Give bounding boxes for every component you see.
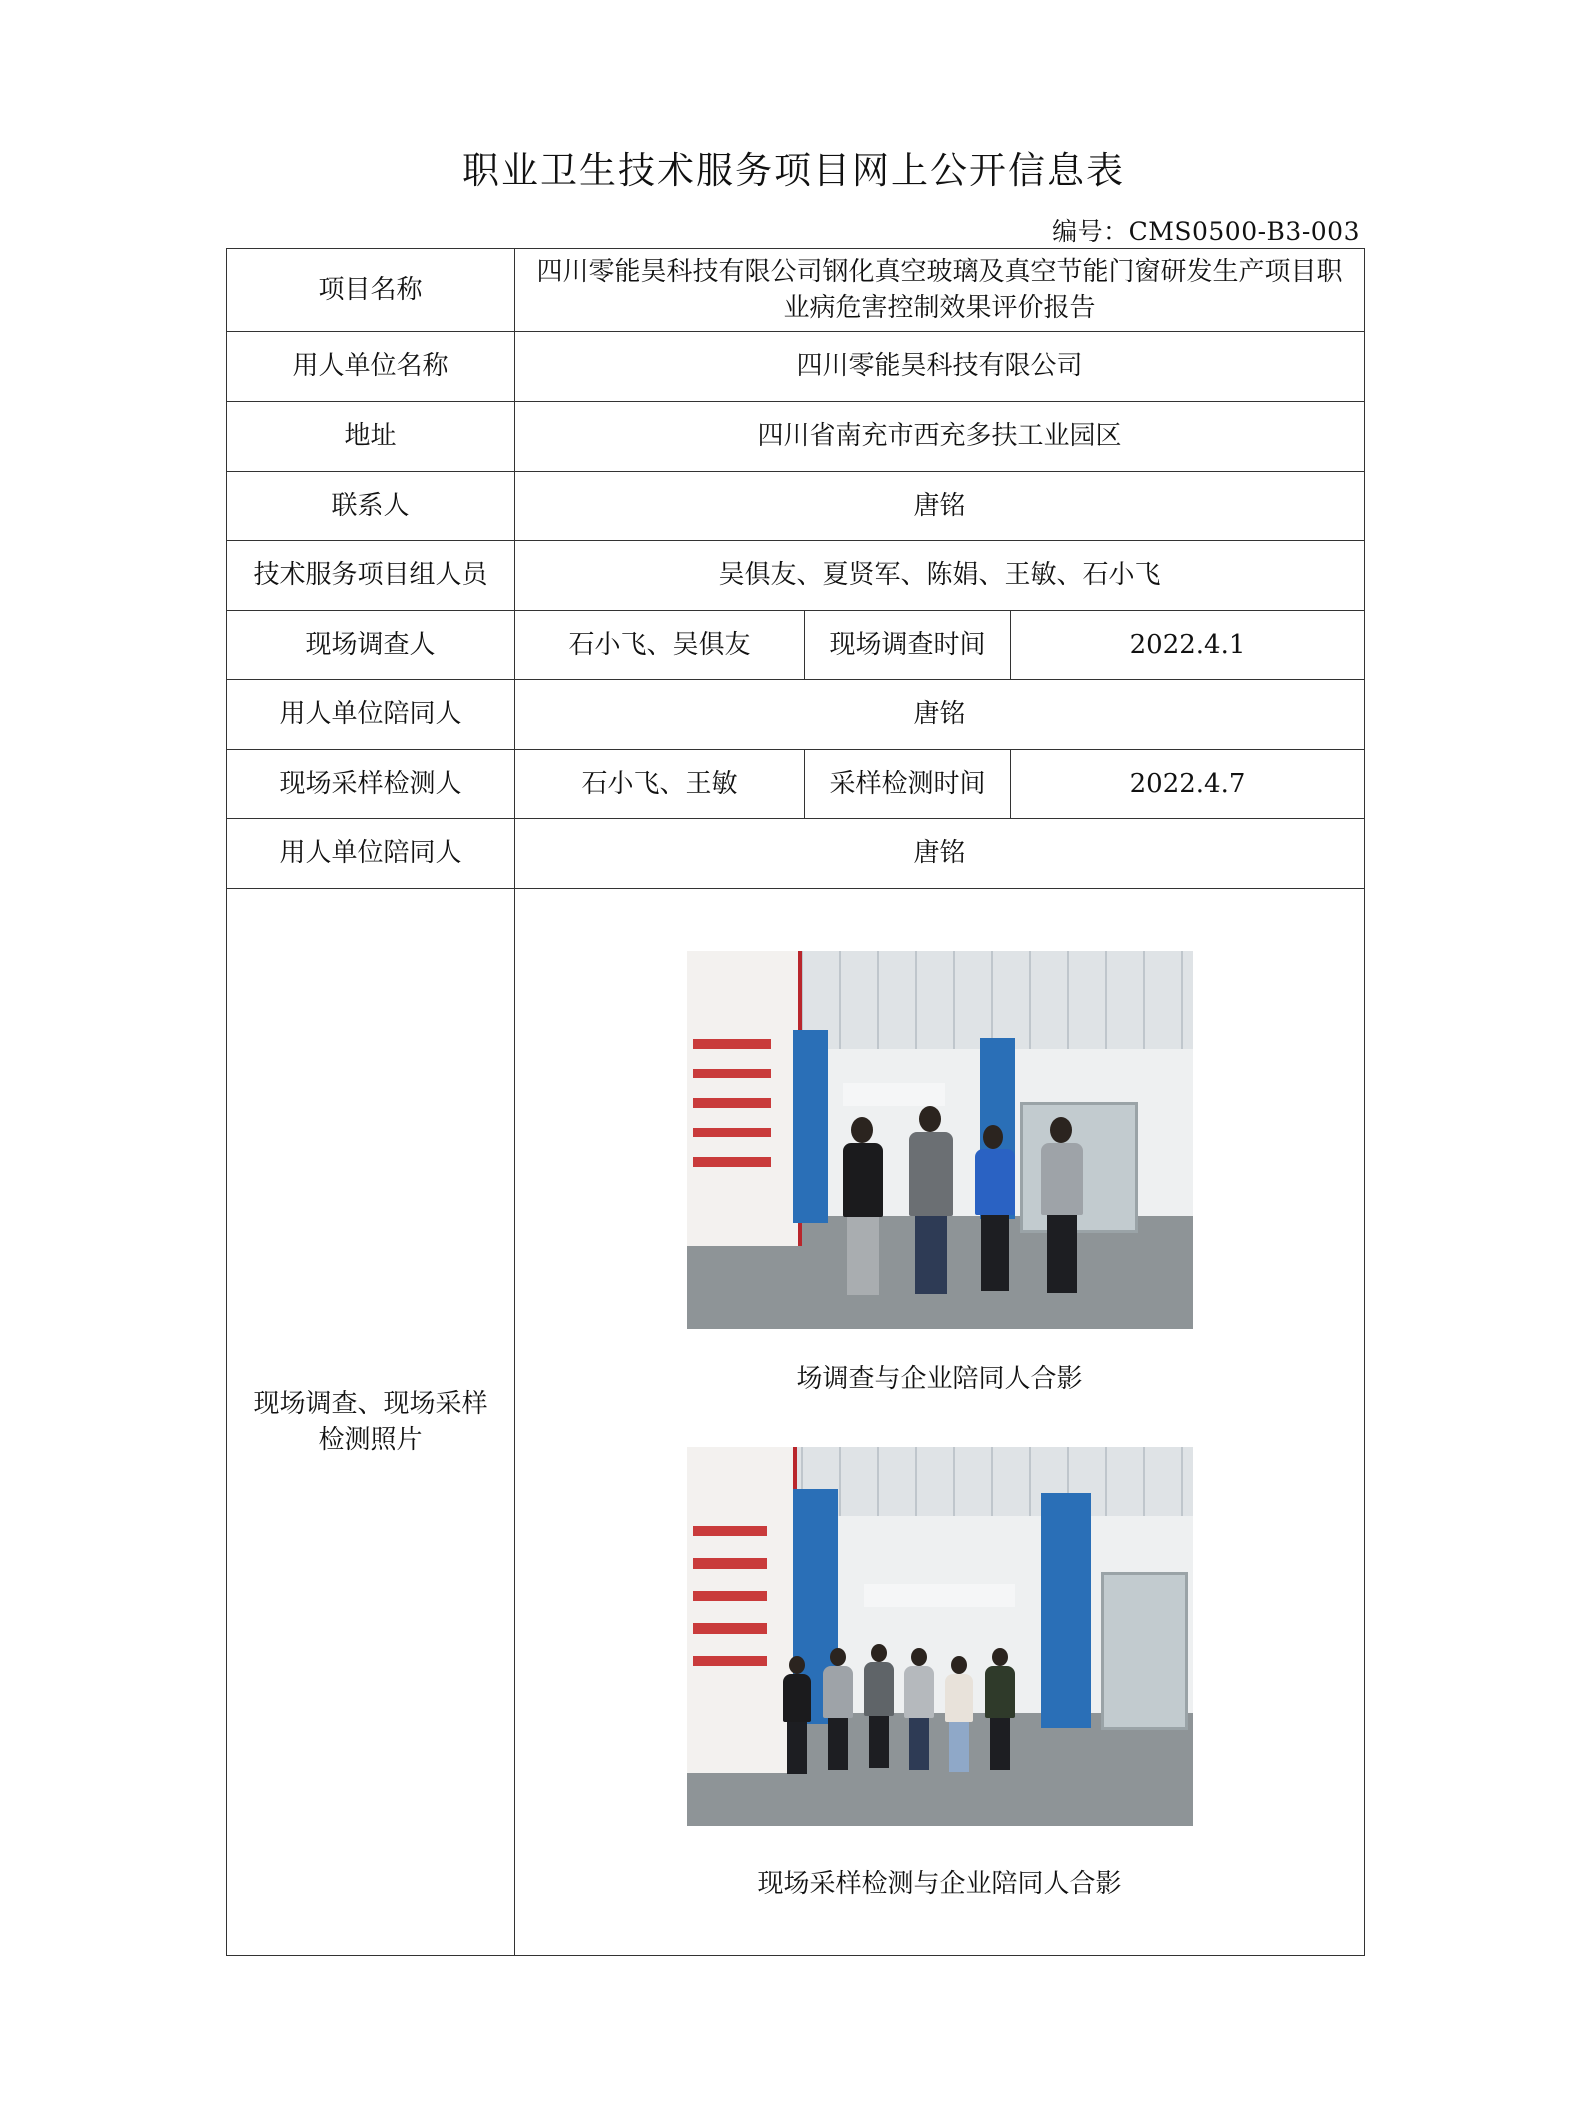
row-survey: [227, 611, 1365, 680]
row-accompany-1: [227, 680, 1365, 750]
row-sampling: [227, 750, 1365, 819]
survey-time-value: 2022.4.1: [1011, 611, 1365, 680]
team-value: 吴俱友、夏贤军、陈娟、王敏、石小飞: [515, 541, 1365, 611]
row-accompany-2: [227, 819, 1365, 889]
project-name-label: 项目名称: [227, 249, 515, 332]
survey-person-value: 石小飞、吴俱友: [515, 611, 805, 680]
accompany-1-label: 用人单位陪同人: [227, 680, 515, 750]
photo-sampling: [687, 1447, 1193, 1826]
accompany-2-value: 唐铭: [515, 819, 1365, 889]
accompany-1-value: 唐铭: [515, 680, 1365, 750]
sampling-person-label: 现场采样检测人: [227, 750, 515, 819]
document-code: 编号：CMS0500-B3-003: [1052, 217, 1360, 246]
accompany-2-label: 用人单位陪同人: [227, 819, 515, 889]
sampling-person-value: 石小飞、王敏: [515, 750, 805, 819]
page-title: 职业卫生技术服务项目网上公开信息表: [462, 149, 1125, 192]
contact-label: 联系人: [227, 472, 515, 541]
employer-value: 四川零能昊科技有限公司: [515, 332, 1365, 402]
row-contact: [227, 472, 1365, 541]
sampling-time-value: 2022.4.7: [1011, 750, 1365, 819]
survey-person-label: 现场调查人: [227, 611, 515, 680]
contact-value: 唐铭: [515, 472, 1365, 541]
address-label: 地址: [227, 402, 515, 472]
sampling-time-label: 采样检测时间: [805, 750, 1011, 819]
employer-label: 用人单位名称: [227, 332, 515, 402]
photo-1-caption: 场调查与企业陪同人合影: [796, 1364, 1083, 1394]
row-employer: [227, 332, 1365, 402]
row-team: [227, 541, 1365, 611]
photo-site-survey: [687, 951, 1193, 1329]
row-photos: [227, 889, 1365, 1956]
photos-label: 现场调查、现场采样检测照片: [227, 889, 515, 1956]
info-table: [226, 248, 1365, 1956]
address-value: 四川省南充市西充多扶工业园区: [515, 402, 1365, 472]
survey-time-label: 现场调查时间: [805, 611, 1011, 680]
team-label: 技术服务项目组人员: [227, 541, 515, 611]
photo-2-caption: 现场采样检测与企业陪同人合影: [757, 1869, 1122, 1900]
photos-cell: [515, 889, 1365, 1956]
row-project-name: [227, 249, 1365, 332]
row-address: [227, 402, 1365, 472]
project-name-value: 四川零能昊科技有限公司钢化真空玻璃及真空节能门窗研发生产项目职业病危害控制效果评价报告: [515, 249, 1365, 332]
